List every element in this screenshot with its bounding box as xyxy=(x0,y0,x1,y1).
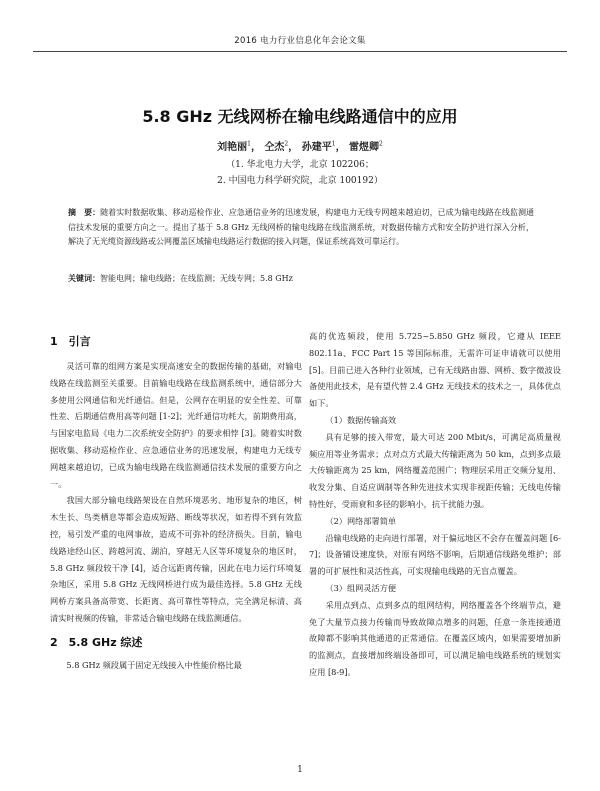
body-paragraph: 采用点到点、点到多点的组网结构，网络覆盖各个终端节点，避免了大量节点接力传输而导致故障点增多的问题，任意一条连接通道故障都不影响其他通道的正常通信。在覆盖区域内，如果需要增加新的监测点，直接增加终端设备即可，可以满足输电线路系统的规划实应用 [8-9]。 xyxy=(309,599,561,677)
right-column xyxy=(309,328,561,681)
page-number: 1 xyxy=(297,765,303,775)
abstract xyxy=(68,205,534,250)
subsection-heading: （1）数据传输高效 xyxy=(325,414,397,425)
author-mark: 2 xyxy=(284,140,289,148)
author-name: 雷煜卿 xyxy=(349,142,380,153)
subsection-heading: （2）网络部署简单 xyxy=(325,515,397,526)
author-name: 仝杰 xyxy=(264,142,285,153)
body-paragraph: 具有足够的接入带宽，最大可达 200 Mbit/s，可满足高质量视频应用等业务需求；点对点方式最大传输距离为 50 km，点到多点最大传输距离为 25 km，网络覆盖范围广；物理层采用正交频分复用、收发分集、自适应调制等各种先进技术实现非视距传输；无线电传输特性好，受雨衰和多径的影响小，抗干扰能力强。 xyxy=(309,431,561,509)
body-paragraph: 我国大部分输电线路架设在自然环境恶劣、地形复杂的地区，树木生长、鸟类栖息等都会造成短路、断线等状况，如若得不到有效监控，易引发严重的电网事故，造成不可弥补的经济损失。目前，输电线路途经山区、跨越河流、湖泊，穿越无人区等环境复杂的地区时，5.8 GHz 频段较干净 [4]，适合远距离传输，因此在电力运行环境复杂地区，采用 5.8 GHz 无线网桥进行成为最佳选择。5.8 GHz 无线网桥方案具备高带宽、长距离、高可靠性等特点，完全满足标清、高清实时视频的传输，非常适合输电线路在线监测通信。 xyxy=(50,495,302,623)
running-header: 2016 电力行业信息化年会论文集 xyxy=(234,36,366,46)
body-paragraph: 灵活可靠的组网方案是实现高速安全的数据传输的基础，对输电线路在线监测至关重要。目前输电线路在线监测系统中，通信部分大多使用公网通信和光纤通信。但是，公网存在明显的安全性差、可靠性差、后期通信费用高等问题 [1-2]；光纤通信功耗大，前期费用高，与国家电监局《电力二次系统安全防护》的要求相悖 [3]。随着实时数据收集、移动巡检作业、应急通信业务的迅速发展，构建电力无线专网越来越迫切，已成为输电线路在线监测通信技术发展的重要方向之一。 xyxy=(50,361,302,489)
affiliation-2: 2. 中国电力科学研究院，北京 100192） xyxy=(217,176,383,186)
author-mark: 2 xyxy=(379,140,383,148)
header-rule xyxy=(33,51,567,52)
abstract-text: 随着实时数据收集、移动巡检作业、应急通信业务的迅速发展，构建电力无线专网越来越迫切，已成为输电线路在线监测通信技术发展的重要方向之一。提出了基于 5.8 GHz 无线网桥的输电线路在线监测系统，对数据传输方式和安全防护进行深入分析，解决了无光缆资源线路或公网覆盖区域输电线路运行数据的接入问题，保证系统高效可靠运行。 xyxy=(68,208,534,246)
paper-title: 5.8 GHz 无线网桥在输电线路通信中的应用 xyxy=(142,107,458,126)
author-mark: 1 xyxy=(247,140,251,148)
section-2-heading: 2 5.8 GHz 综述 xyxy=(50,635,143,649)
author-name: 刘艳丽 xyxy=(217,142,248,153)
author-mark: 1 xyxy=(331,140,336,148)
body-paragraph: 5.8 GHz 频段属于固定无线接入中性能价格比最 xyxy=(66,659,242,670)
body-paragraph: 沿输电线路的走向进行部署，对于偏远地区不会存在覆盖问题 [6-7]；设备铺设速度快，对原有网络不影响，后期通信线路免维护；部署的可扩展性和灵活性高，可实现输电线路的无盲点覆盖。 xyxy=(309,532,561,577)
author-name: 孙建平 xyxy=(301,142,332,153)
section-1-heading: 1 引言 xyxy=(50,335,91,348)
keywords-label: 关键词： xyxy=(68,273,100,283)
keywords-text: 智能电网；输电线路；在线监测；无线专网；5.8 GHz xyxy=(100,274,293,283)
body-paragraph: 高的优选频段，使用 5.725~5.850 GHz 频段，它遵从 IEEE 802.11a、FCC Part 15 等国际标准，无需许可证申请就可以使用 [5]。目前已进入各种行业领域，已有无线路由器、网桥、数字微波设备使用此技术，是有望代替 2.4 GHz 无线技术的技术之一，具体优点如下。 xyxy=(309,331,561,409)
abstract-label: 摘 要： xyxy=(68,207,101,217)
subsection-heading: （3）组网灵活方便 xyxy=(325,582,397,593)
affiliation-1: （1. 华北电力大学，北京 102206； xyxy=(226,160,374,170)
keywords xyxy=(68,271,534,286)
author-list: 刘艳丽$^1$， 仝杰$^2$， 孙建平$^1$， 雷煜卿$^2$ xyxy=(217,140,383,153)
left-column xyxy=(50,328,302,674)
